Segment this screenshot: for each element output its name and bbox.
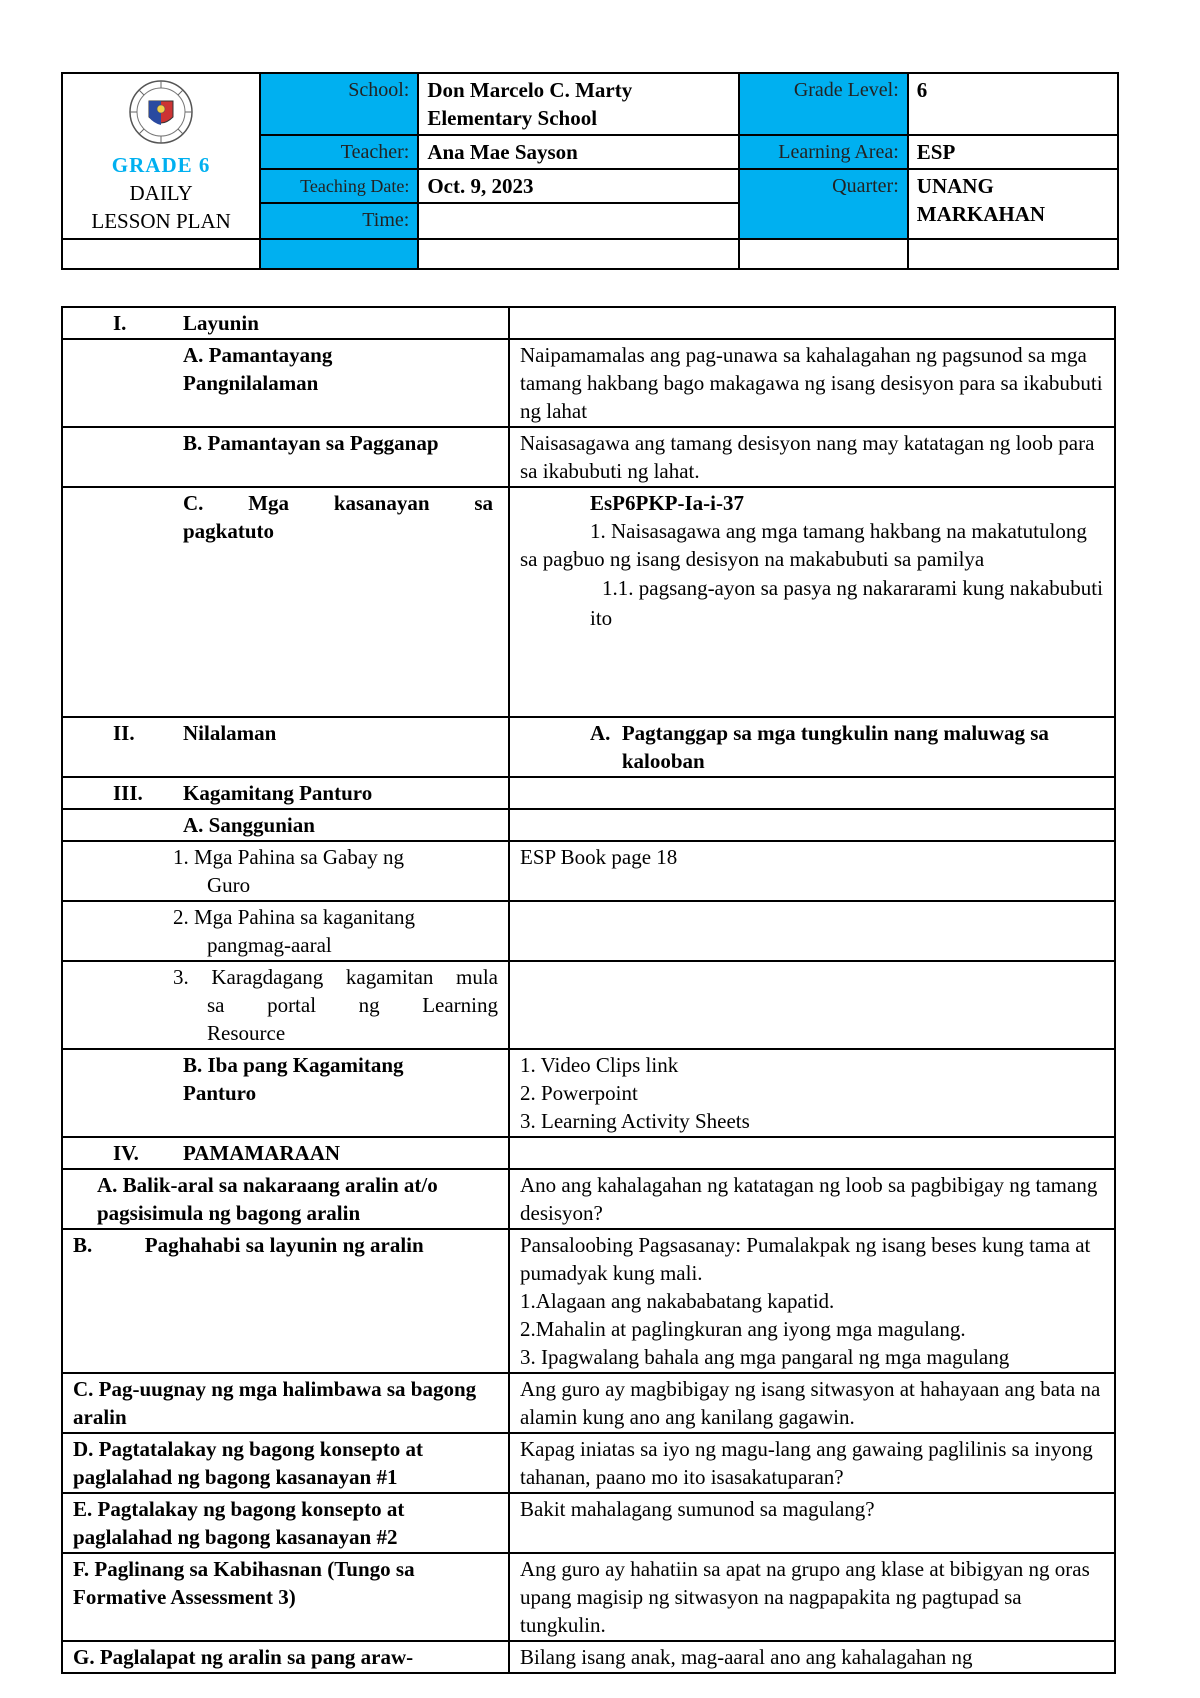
row-label [62, 901, 509, 961]
empty-cell [509, 777, 1115, 809]
row-label-text: B. Iba pang Kagamitang Panturo [183, 1053, 404, 1105]
table-row [62, 809, 1115, 841]
row-label-text: C. Mga kasanayan sa pagkatuto [183, 491, 493, 543]
row-value: Naipamamalas ang pag-unawa sa kahalagahan ng pagsunod sa mga tamang hakbang bago makagawa ng isang desisyon para sa ikabubuti ng lahat [509, 339, 1115, 427]
section-title: Kagamitang Panturo [183, 781, 373, 805]
row-label: F. Paglinang sa Kabihasnan (Tungo sa Formative Assessment 3) [62, 1553, 509, 1641]
empty-cell [509, 961, 1115, 1049]
empty-cell [509, 1137, 1115, 1169]
row-value [509, 717, 1115, 777]
content-title: Pagtanggap sa mga tungkulin nang maluwag sa kalooban [621, 721, 1049, 773]
row-value [509, 487, 1115, 717]
row-label-text: 2. Mga Pahina sa kaganitang pangmag-aaral [173, 905, 416, 957]
empty-cell [509, 307, 1115, 339]
table-row [62, 901, 1115, 961]
table-row [62, 1373, 1115, 1433]
list-item: 3. Ipagwalang bahala ang mga pangaral ng mga magulang [520, 1345, 1010, 1369]
list-item: Pansaloobing Pagsasanay: Pumalakpak ng isang beses kung tama at pumadyak kung mali. [520, 1233, 1091, 1285]
header-logo-cell [62, 73, 260, 239]
table-row [62, 1641, 1115, 1673]
row-label-text: A. Pamantayang Pangnilalaman [183, 343, 333, 395]
competency-subitem: 1.1. pagsang-ayon sa pasya ng nakararami kung nakabubuti ito [590, 576, 1103, 630]
list-item: 2. Powerpoint [520, 1081, 638, 1105]
school-value: Don Marcelo C. Marty Elementary School [418, 73, 738, 135]
row-label: G. Paglalapat ng aralin sa pang araw- [62, 1641, 509, 1673]
row-label: B. Paghahabi sa layunin ng aralin [62, 1229, 509, 1373]
grade-label: GRADE 6 [111, 153, 211, 177]
learning-area-label: Learning Area: [739, 135, 908, 169]
header-empty-cell [62, 239, 260, 269]
quarter-label: Quarter: [739, 169, 908, 239]
row-value: Naisasagawa ang tamang desisyon nang may katatagan ng loob para sa ikabubuti ng lahat. [509, 427, 1115, 487]
table-row [62, 1229, 1115, 1373]
row-value: Bakit mahalagang sumunod sa magulang? [509, 1493, 1115, 1553]
row-label: A. Sanggunian [62, 809, 509, 841]
table-row [62, 339, 1115, 427]
section-number: IV. [113, 1141, 139, 1165]
grade-level-value: 6 [908, 73, 1118, 135]
header-empty-label-cell [260, 239, 418, 269]
header-table [61, 72, 1119, 270]
teacher-label: Teacher: [260, 135, 418, 169]
header-empty-cell [739, 239, 908, 269]
teacher-value: Ana Mae Sayson [418, 135, 738, 169]
teaching-date-value: Oct. 9, 2023 [418, 169, 738, 203]
header-empty-cell [908, 239, 1118, 269]
row-value: Kapag iniatas sa iyo ng magu-lang ang gawaing paglilinis sa inyong tahanan, paano mo ito isasakatuparan? [509, 1433, 1115, 1493]
table-row [62, 777, 1115, 809]
row-value: Ang guro ay hahatiin sa apat na grupo ang klase at bibigyan ng oras upang magisip ng sitwasyon na nagpapakita ng pagtupad sa tungkulin. [509, 1553, 1115, 1641]
table-row [62, 841, 1115, 901]
list-item: 3. Learning Activity Sheets [520, 1109, 750, 1133]
list-item: 2.Mahalin at paglingkuran ang iyong mga magulang. [520, 1317, 966, 1341]
table-row [62, 487, 1115, 717]
empty-cell [509, 901, 1115, 961]
row-label-text: 1. Mga Pahina sa Gabay ng Guro [173, 845, 404, 897]
section-title: PAMAMARAAN [183, 1141, 341, 1165]
row-label: E. Pagtalakay ng bagong konsepto at paglalahad ng bagong kasanayan #2 [62, 1493, 509, 1553]
row-label: C. Pag-uugnay ng mga halimbawa sa bagong aralin [62, 1373, 509, 1433]
table-row [62, 1049, 1115, 1137]
table-row [62, 1137, 1115, 1169]
section-heading [62, 1137, 509, 1169]
section-heading [62, 777, 509, 809]
row-label [62, 961, 509, 1049]
section-heading [62, 307, 509, 339]
table-row [62, 1553, 1115, 1641]
time-label: Time: [260, 203, 418, 239]
list-item: 1.Alagaan ang nakababatang kapatid. [520, 1289, 835, 1313]
row-label: A. Balik-aral sa nakaraang aralin at/o pagsisimula ng bagong aralin [62, 1169, 509, 1229]
section-number: II. [113, 721, 135, 745]
school-label: School: [260, 73, 418, 135]
row-value [509, 1049, 1115, 1137]
header-empty-cell [418, 239, 738, 269]
table-row [62, 717, 1115, 777]
table-row [62, 427, 1115, 487]
deped-seal-icon [125, 79, 197, 145]
section-number: III. [113, 781, 143, 805]
row-value [509, 1229, 1115, 1373]
learning-area-value: ESP [908, 135, 1118, 169]
table-row [62, 1493, 1115, 1553]
row-value: Ang guro ay magbibigay ng isang sitwasyon at hahayaan ang bata na alamin kung ano ang kanilang gagawin. [509, 1373, 1115, 1433]
section-number: I. [113, 311, 127, 335]
competency-code: EsP6PKP-Ia-i-37 [590, 491, 744, 515]
grade-level-label: Grade Level: [739, 73, 908, 135]
lesson-plan-label: LESSON PLAN [91, 209, 231, 233]
competency-item: 1. Naisasagawa ang mga tamang hakbang na makatutulong sa pagbuo ng isang desisyon na makabubuti sa pamilya [520, 519, 1087, 571]
row-label-text: 3. Karagdagang kagamitan mula sa portal ng Learning Resource [173, 965, 498, 1045]
row-label [62, 339, 509, 427]
quarter-value: UNANG MARKAHAN [908, 169, 1118, 239]
row-value: Ano ang kahalagahan ng katatagan ng loob sa pagbibigay ng tamang desisyon? [509, 1169, 1115, 1229]
teaching-date-label: Teaching Date: [260, 169, 418, 203]
row-label: B. Pamantayan sa Pagganap [62, 427, 509, 487]
content-letter: A. [590, 721, 611, 745]
time-value [418, 203, 738, 239]
row-value: Bilang isang anak, mag-aaral ano ang kahalagahan ng [509, 1641, 1115, 1673]
lesson-plan-table [61, 306, 1116, 1674]
empty-cell [509, 809, 1115, 841]
row-label [62, 487, 509, 717]
table-row [62, 961, 1115, 1049]
table-row [62, 1433, 1115, 1493]
daily-label: DAILY [129, 181, 193, 205]
table-row [62, 1169, 1115, 1229]
row-value: ESP Book page 18 [509, 841, 1115, 901]
row-label [62, 841, 509, 901]
row-label [62, 1049, 509, 1137]
list-item: 1. Video Clips link [520, 1053, 679, 1077]
section-title: Nilalaman [183, 721, 277, 745]
row-label: D. Pagtatalakay ng bagong konsepto at paglalahad ng bagong kasanayan #1 [62, 1433, 509, 1493]
table-row [62, 307, 1115, 339]
section-heading [62, 717, 509, 777]
section-title: Layunin [183, 311, 259, 335]
